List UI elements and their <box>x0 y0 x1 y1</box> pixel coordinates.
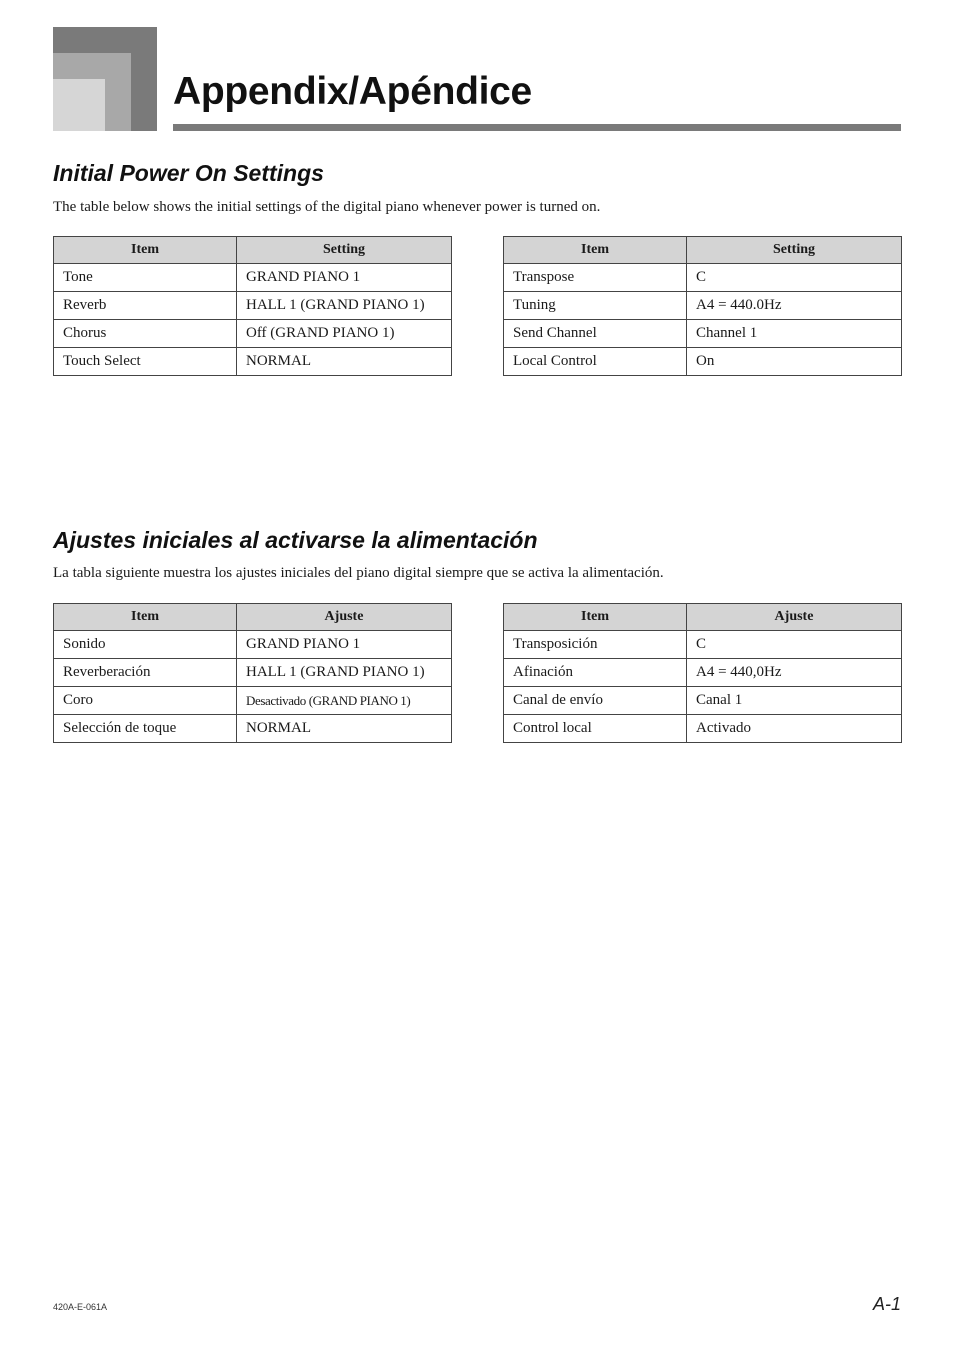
item-cell: Transposición <box>504 631 687 659</box>
table-row <box>54 292 452 320</box>
setting-cell: Desactivado (GRAND PIANO 1) <box>237 687 452 715</box>
table-row <box>504 631 902 659</box>
title-rule <box>173 124 901 131</box>
item-cell: Send Channel <box>504 320 687 348</box>
setting-cell: GRAND PIANO 1 <box>237 264 452 292</box>
spanish-section-text: La tabla siguiente muestra los ajustes iniciales del piano digital siempre que se activa la alimentación. <box>53 565 664 581</box>
table-row <box>54 320 452 348</box>
table-row <box>54 264 452 292</box>
table-header-row <box>54 604 452 631</box>
setting-cell: A4 = 440,0Hz <box>687 659 902 687</box>
table-row <box>504 292 902 320</box>
table-row <box>54 348 452 376</box>
decoration-square-light <box>53 79 105 131</box>
item-cell: Tuning <box>504 292 687 320</box>
setting-cell: NORMAL <box>237 348 452 376</box>
column-header-setting: Ajuste <box>687 604 902 631</box>
table-row <box>504 715 902 743</box>
item-cell: Touch Select <box>54 348 237 376</box>
table-row <box>54 631 452 659</box>
item-cell: Coro <box>54 687 237 715</box>
item-cell: Sonido <box>54 631 237 659</box>
setting-cell: NORMAL <box>237 715 452 743</box>
table-header-row <box>504 604 902 631</box>
setting-cell: HALL 1 (GRAND PIANO 1) <box>237 292 452 320</box>
spanish-settings-table-right <box>503 603 902 743</box>
setting-cell: On <box>687 348 902 376</box>
table-row <box>504 320 902 348</box>
item-cell: Selección de toque <box>54 715 237 743</box>
page-title: Appendix/Apéndice <box>173 70 532 113</box>
english-section-text: The table below shows the initial settings of the digital piano whenever power is turned on. <box>53 199 601 215</box>
item-cell: Canal de envío <box>504 687 687 715</box>
table-header-row <box>504 237 902 264</box>
item-cell: Chorus <box>54 320 237 348</box>
setting-cell: Channel 1 <box>687 320 902 348</box>
table-row <box>54 715 452 743</box>
english-section-heading: Initial Power On Settings <box>53 160 324 186</box>
setting-cell: Activado <box>687 715 902 743</box>
table-row <box>54 659 452 687</box>
column-header-item: Item <box>54 604 237 631</box>
setting-cell: Canal 1 <box>687 687 902 715</box>
item-cell: Afinación <box>504 659 687 687</box>
item-cell: Tone <box>54 264 237 292</box>
setting-cell: C <box>687 264 902 292</box>
table-row <box>504 264 902 292</box>
column-header-item: Item <box>504 237 687 264</box>
english-settings-table-left <box>53 236 452 376</box>
table-row <box>54 687 452 715</box>
column-header-setting: Setting <box>237 237 452 264</box>
table-row <box>504 659 902 687</box>
item-cell: Control local <box>504 715 687 743</box>
setting-cell: GRAND PIANO 1 <box>237 631 452 659</box>
english-settings-table-right <box>503 236 902 376</box>
table-row <box>504 348 902 376</box>
item-cell: Reverberación <box>54 659 237 687</box>
header-decoration <box>53 27 157 131</box>
table-row <box>504 687 902 715</box>
spanish-section-heading: Ajustes iniciales al activarse la alimentación <box>53 527 538 553</box>
setting-cell: A4 = 440.0Hz <box>687 292 902 320</box>
document-code: 420A-E-061A <box>53 1302 108 1312</box>
table-header-row <box>54 237 452 264</box>
setting-cell: HALL 1 (GRAND PIANO 1) <box>237 659 452 687</box>
setting-cell: C <box>687 631 902 659</box>
item-cell: Local Control <box>504 348 687 376</box>
setting-cell: Off (GRAND PIANO 1) <box>237 320 452 348</box>
column-header-item: Item <box>54 237 237 264</box>
item-cell: Transpose <box>504 264 687 292</box>
column-header-setting: Setting <box>687 237 902 264</box>
item-cell: Reverb <box>54 292 237 320</box>
column-header-setting: Ajuste <box>237 604 452 631</box>
column-header-item: Item <box>504 604 687 631</box>
page-number: A-1 <box>872 1294 901 1314</box>
spanish-settings-table-left <box>53 603 452 743</box>
